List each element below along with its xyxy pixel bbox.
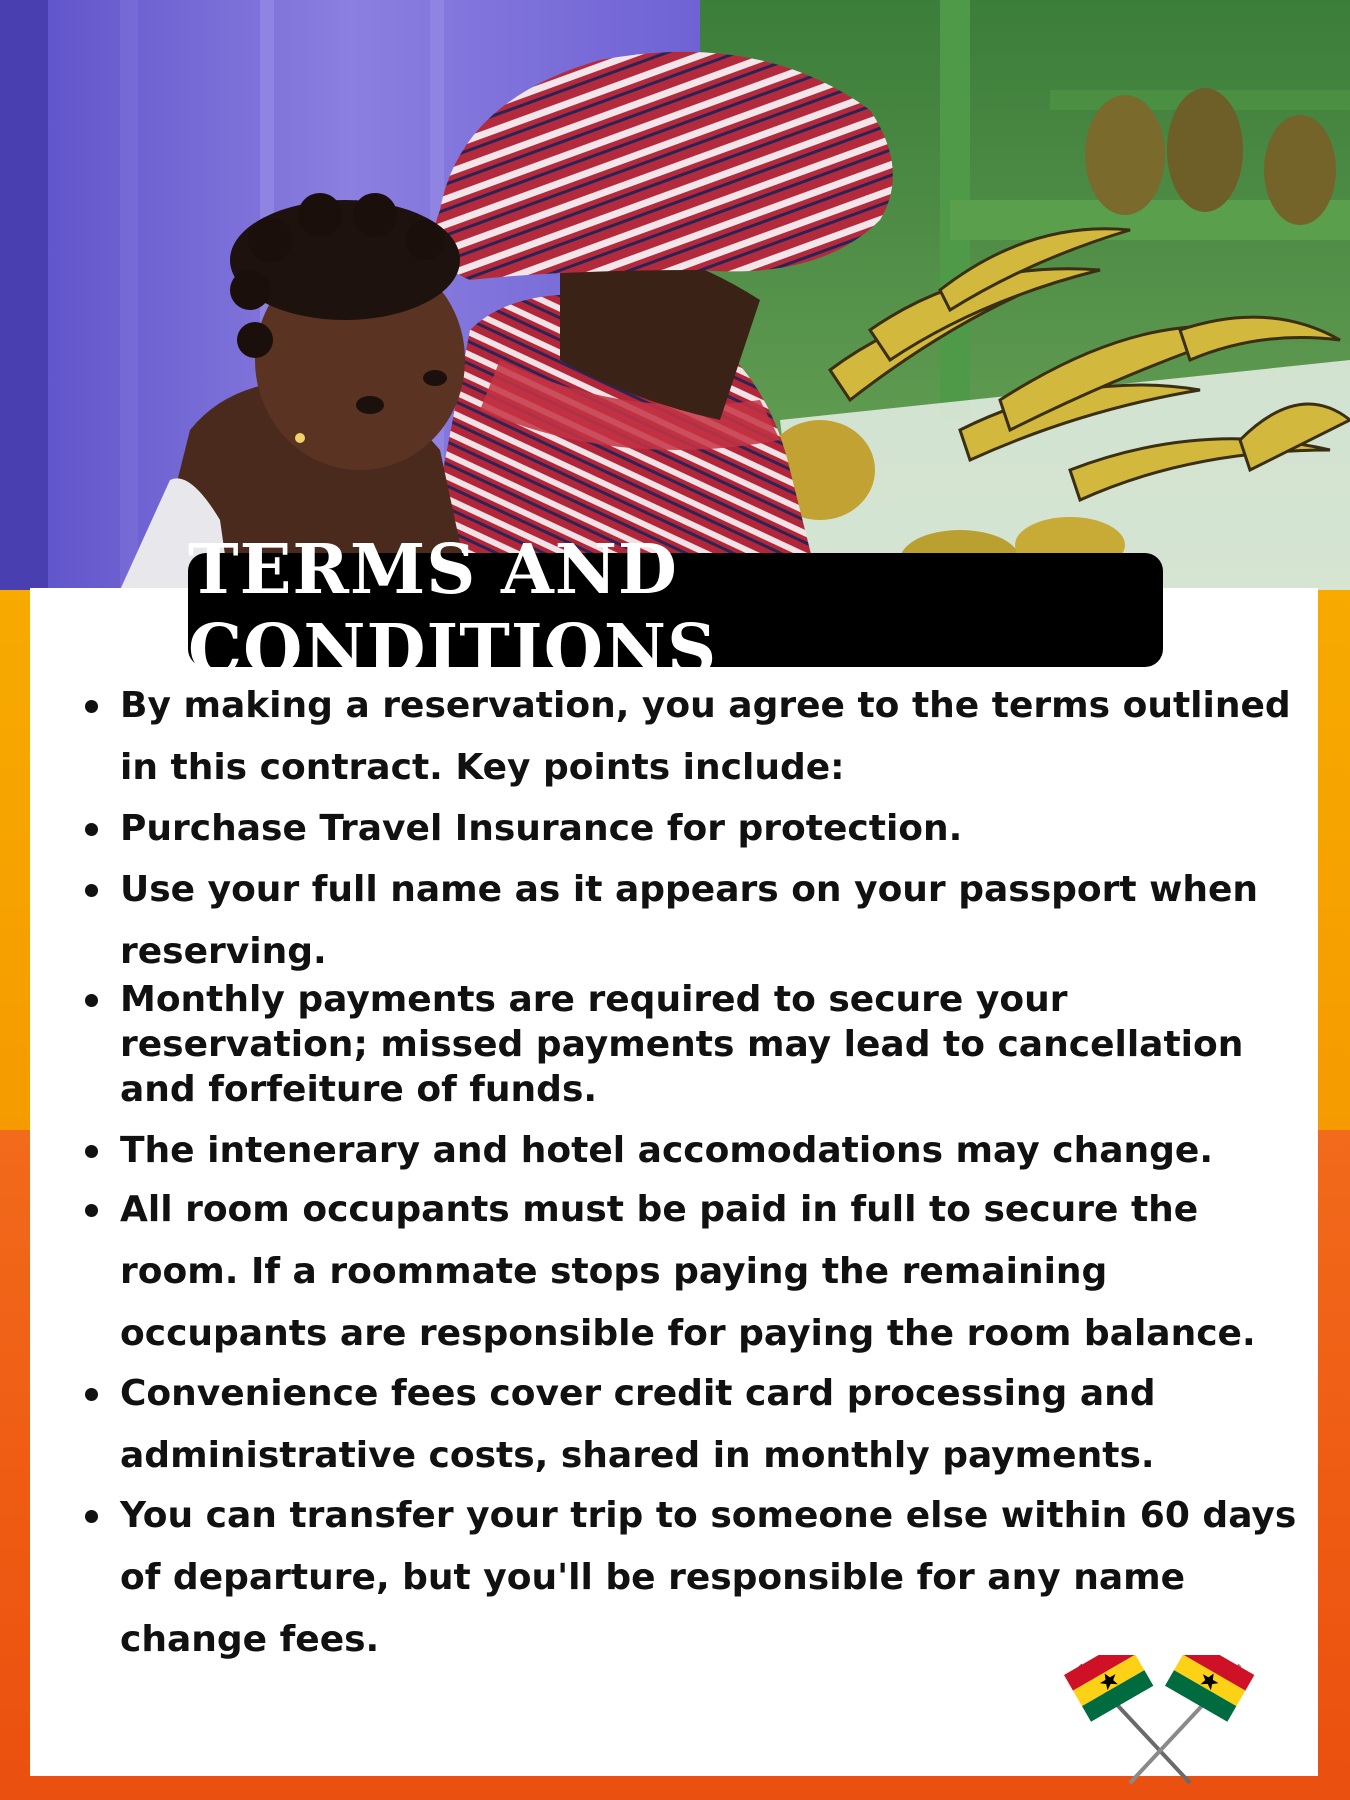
- list-item: The intenerary and hotel accomodations may change.: [80, 1120, 1310, 1182]
- list-item: You can transfer your trip to someone else within 60 days of departure, but you'll be responsible for any name change fees.: [80, 1485, 1310, 1671]
- bullet-icon: [85, 884, 98, 897]
- bullet-icon: [85, 823, 98, 836]
- title-banner: [188, 530, 1163, 690]
- list-item: By making a reservation, you agree to the terms outlined in this contract. Key points include:: [80, 675, 1310, 799]
- list-item: Use your full name as it appears on your passport when reserving.: [80, 859, 1310, 983]
- bullet-icon: [85, 1145, 98, 1158]
- terms-list: [80, 675, 1310, 1671]
- bullet-icon: [85, 700, 98, 713]
- market-photo: [0, 0, 1350, 590]
- ghana-flags-crossed-icon: [1060, 1655, 1260, 1785]
- list-item: Convenience fees cover credit card processing and administrative costs, shared in monthly payments.: [80, 1363, 1310, 1487]
- list-item: Monthly payments are required to secure your reservation; missed payments may lead to cancellation and forfeiture of funds.: [80, 977, 1310, 1112]
- bullet-icon: [85, 994, 98, 1007]
- page-title: TERMS AND CONDITIONS: [188, 530, 718, 690]
- list-item: All room occupants must be paid in full to secure the room. If a roommate stops paying the remaining occupants are responsible for paying the room balance.: [80, 1179, 1310, 1365]
- bullet-icon: [85, 1204, 98, 1217]
- bullet-icon: [85, 1388, 98, 1401]
- list-item: Purchase Travel Insurance for protection.: [80, 798, 1310, 860]
- bullet-icon: [85, 1510, 98, 1523]
